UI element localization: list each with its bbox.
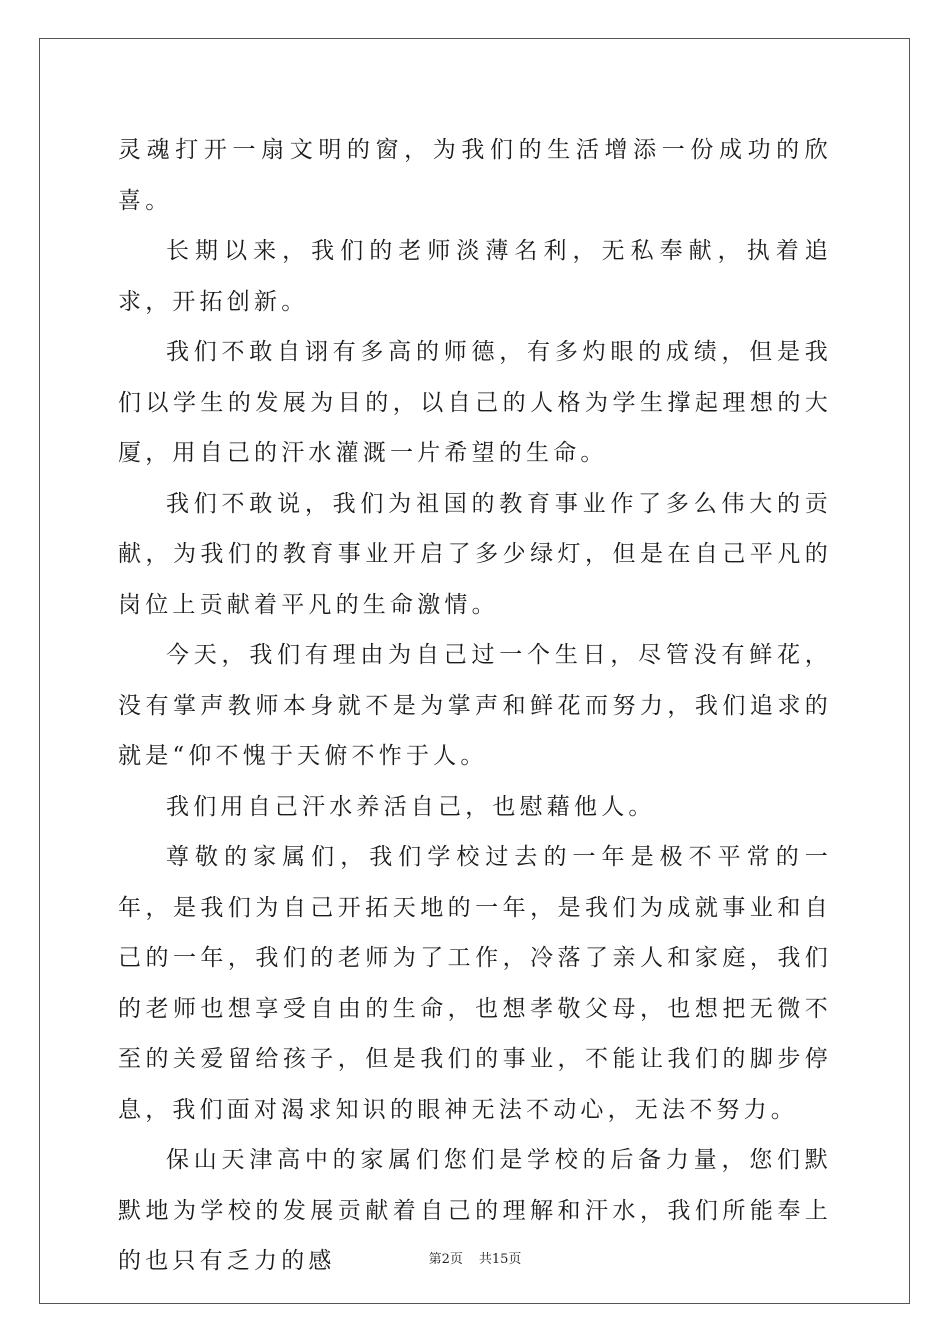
paragraph-4: 我们不敢说，我们为祖国的教育事业作了多么伟大的贡献，为我们的教育事业开启了多少绿灯，但是在自己平凡的岗位上贡献着平凡的生命激情。	[118, 490, 832, 618]
total-pages: 共15页	[478, 1252, 522, 1267]
paragraph-1: 灵魂打开一扇文明的窗，为我们的生活增添一份成功的欣喜。	[118, 137, 832, 214]
current-page-number: 第2页	[428, 1252, 463, 1267]
paragraph-3: 我们不敢自诩有多高的师德，有多灼眼的成绩，但是我们以学生的发展为目的，以自己的人格为学生撑起理想的大厦，用自己的汗水灌溉一片希望的生命。	[118, 339, 832, 466]
paragraph-6: 我们用自己汗水养活自己，也慰藉他人。	[166, 793, 656, 820]
paragraph-7: 尊敬的家属们，我们学校过去的一年是极不平常的一年，是我们为自己开拓天地的一年，是我们为成就事业和自己的一年，我们的老师为了工作，冷落了亲人和家庭，我们的老师也想享受自由的生命，也想孝敬父母，也想把无微不至的关爱留给孩子，但是我们的事业，不能让我们的脚步停息，我们面对渴求知识的眼神无法不动心，无法不努力。	[118, 844, 832, 1123]
page-footer	[0, 1248, 950, 1267]
paragraph-5: 今天，我们有理由为自己过一个生日，尽管没有鲜花，没有掌声教师本身就不是为掌声和鲜花而努力，我们追求的就是“仰不愧于天俯不怍于人。	[118, 642, 832, 769]
paragraph-8: 保山天津高中的家属们您们是学校的后备力量，您们默默地为学校的发展贡献着自己的理解和汗水，我们所能奉上的也只有乏力的感	[118, 1147, 832, 1274]
paragraph-2: 长期以来，我们的老师淡薄名利，无私奉献，执着追求，开拓创新。	[118, 238, 832, 315]
document-body	[118, 125, 832, 1287]
